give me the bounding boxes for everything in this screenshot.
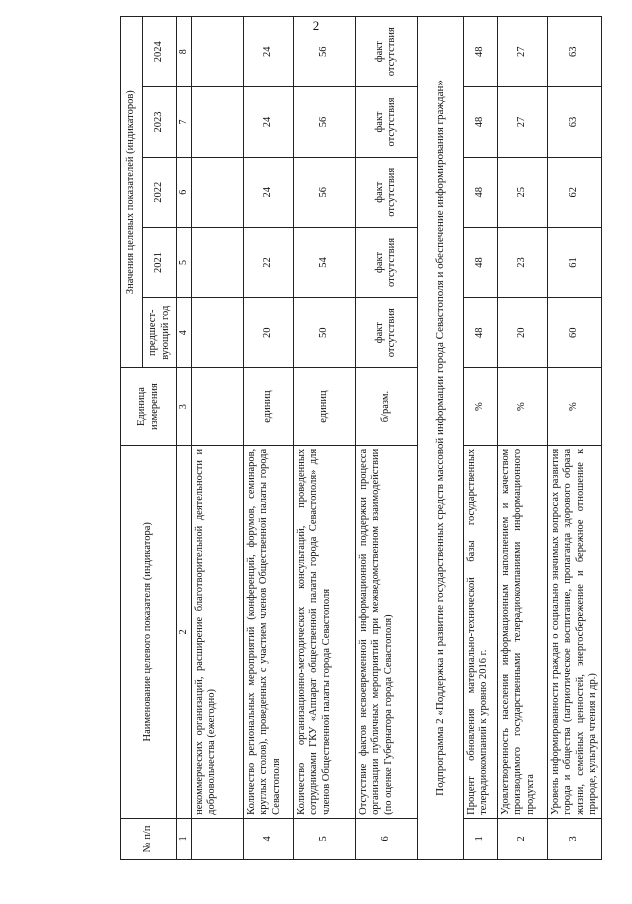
row-num: 2 [497,818,547,859]
row-value: 54 [293,227,355,297]
column-index: 5 [177,227,192,297]
row-name: Количество региональных мероприятий (конференций, форумов, семинаров, круглых столов), проведенных с участием членов Общественной палаты города Севастополя [243,445,293,818]
table-row [191,17,243,860]
row-value: 27 [497,17,547,87]
column-index: 6 [177,157,192,227]
column-index: 2 [177,445,192,818]
header-year: 2023 [143,87,177,157]
row-num: 1 [463,818,497,859]
row-unit: единиц [243,368,293,446]
row-value: 63 [547,17,602,87]
row-unit: единиц [293,368,355,446]
column-index: 7 [177,87,192,157]
row-value: факт отсутствия [355,227,417,297]
row-num: 6 [355,818,417,859]
row-value: факт отсутствия [355,157,417,227]
row-value: 60 [547,298,602,368]
row-unit: б/разм. [355,368,417,446]
row-value: 20 [497,298,547,368]
row-name: некоммерческих организаций, расширение благотворительной деятельности и добровольчества (ежегодно) [191,445,243,818]
row-value [191,87,243,157]
row-value: 56 [293,157,355,227]
row-value: 20 [243,298,293,368]
row-unit: % [497,368,547,446]
row-value: 24 [243,87,293,157]
row-value [191,227,243,297]
table-row [243,17,293,860]
header-name: Наименование целевого показателя (индикатора) [121,445,177,818]
row-value: 23 [497,227,547,297]
table-row [463,17,497,860]
table-row [497,17,547,860]
row-value: 61 [547,227,602,297]
row-name: Отсутствие фактов несвоевременной информационной поддержки процесса организации публичных мероприятий при межведомственном взаимодействии (по оценке Губернатора города Севастополя) [355,445,417,818]
row-name: Количество организационно-методических консультаций, проведенных сотрудниками ГКУ «Аппарат общественной палаты города Севастополя» для членов Общественной палаты города Севастополя [293,445,355,818]
rotated-table-container [120,16,600,860]
row-value: 48 [463,227,497,297]
row-num: 4 [243,818,293,859]
row-value: 63 [547,87,602,157]
header-year: 2022 [143,157,177,227]
row-num: 3 [547,818,602,859]
row-value: 56 [293,87,355,157]
header-unit: Единица измерения [121,368,177,446]
header-year: предшест-вующий год [143,298,177,368]
row-value: 50 [293,298,355,368]
header-year: 2021 [143,227,177,297]
row-value: 24 [243,17,293,87]
row-value: 56 [293,17,355,87]
row-name: Процент обновления материально-технической базы государственных телерадиокомпаний к уровню 2016 г. [463,445,497,818]
row-name: Удовлетворенность населения информационным наполнением и качеством производимого государственными телерадиокомпаниями информационного продукта [497,445,547,818]
page-number: 2 [312,18,320,33]
column-index: 3 [177,368,192,446]
column-index: 8 [177,17,192,87]
section-title: Подпрограмма 2 «Поддержка и развитие государственных средств массовой информации города Севастополя и обеспечение информирования граждан» [417,17,463,860]
row-num [191,818,243,859]
header-num: № п/п [121,818,177,859]
row-value [191,17,243,87]
row-value: 48 [463,298,497,368]
row-value: 48 [463,87,497,157]
row-value: 22 [243,227,293,297]
row-value: факт отсутствия [355,298,417,368]
row-value: 48 [463,157,497,227]
table-row [355,17,417,860]
header-row-top [121,17,143,860]
column-index: 4 [177,298,192,368]
row-value: 25 [497,157,547,227]
row-value: факт отсутствия [355,17,417,87]
row-value: 48 [463,17,497,87]
row-name: Уровень информированности граждан о социально значимых вопросах развития города и общества (патриотическое воспитание, пропаганда здорового образа жизни, семейных ценностей, энергосбережение и бережное отношение к природе, культура чтения и др.) [547,445,602,818]
header-values-group: Значения целевых показателей (индикаторов) [121,17,143,368]
indicators-table [120,16,602,860]
section-row [417,17,463,860]
header-year: 2024 [143,17,177,87]
row-value: 62 [547,157,602,227]
row-value: 27 [497,87,547,157]
row-unit: % [463,368,497,446]
row-value [191,298,243,368]
row-value: факт отсутствия [355,87,417,157]
row-num: 5 [293,818,355,859]
table-row [293,17,355,860]
table-row [547,17,602,860]
column-index: 1 [177,818,192,859]
row-value: 24 [243,157,293,227]
row-unit [191,368,243,446]
row-value [191,157,243,227]
row-unit: % [547,368,602,446]
column-index-row [177,17,192,860]
